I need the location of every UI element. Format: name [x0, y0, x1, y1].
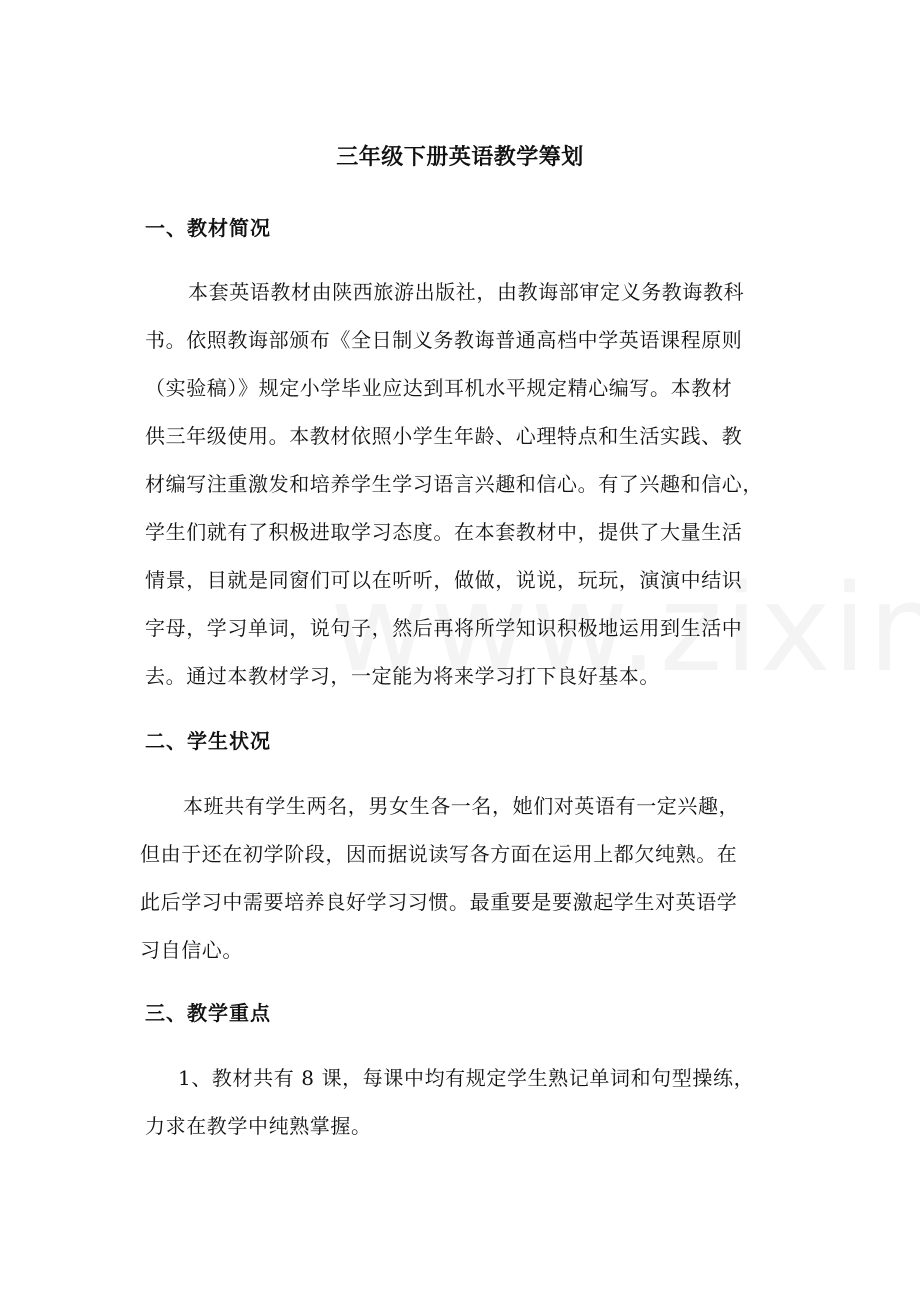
paragraph-line: 情景，目就是同窗们可以在听听，做做，说说，玩玩，演演中结识 — [145, 568, 743, 592]
paragraph-line: 但由于还在初学阶段，因而据说读写各方面在运用上都欠纯熟。在 — [140, 842, 738, 866]
paragraph-line: 习自信心。 — [140, 938, 243, 962]
paragraph-line: 本班共有学生两名，男女生各一名，她们对英语有一定兴趣， — [183, 794, 740, 818]
paragraph-line: 书。依照教诲部颁布《全日制义务教诲普通高档中学英语课程原则 — [145, 328, 743, 352]
paragraph-line: 此后学习中需要培养良好学习习惯。最重要是要激起学生对英语学 — [140, 890, 738, 914]
section-heading-2: 二、学生状况 — [145, 729, 271, 753]
paragraph-line: 字母，学习单词，说句子，然后再将所学知识积极地运用到生活中 — [145, 616, 743, 640]
paragraph-line: 去。通过本教材学习，一定能为将来学习打下良好基本。 — [145, 664, 660, 688]
paragraph-line: 本套英语教材由陕西旅游出版社，由教诲部审定义务教诲教科 — [188, 280, 745, 304]
paragraph-line: 学生们就有了积极进取学习态度。在本套教材中，提供了大量生活 — [145, 520, 743, 544]
paragraph-line: 材编写注重激发和培养学生学习语言兴趣和信心。有了兴趣和信心， — [145, 472, 763, 496]
section-heading-3: 三、教学重点 — [145, 1001, 271, 1025]
section-heading-1: 一、教材简况 — [145, 216, 271, 240]
paragraph-line: 1、教材共有 8 课，每课中均有规定学生熟记单词和句型操练， — [178, 1066, 755, 1090]
paragraph-line: 供三年级使用。本教材依照小学生年龄、心理特点和生活实践、教 — [145, 424, 743, 448]
paragraph-line: （实验稿）》规定小学毕业应达到耳机水平规定精心编写。本教材 — [145, 376, 733, 400]
document-title: 三年级下册英语教学筹划 — [336, 144, 584, 170]
paragraph-line: 力求在教学中纯熟掌握。 — [145, 1114, 372, 1138]
